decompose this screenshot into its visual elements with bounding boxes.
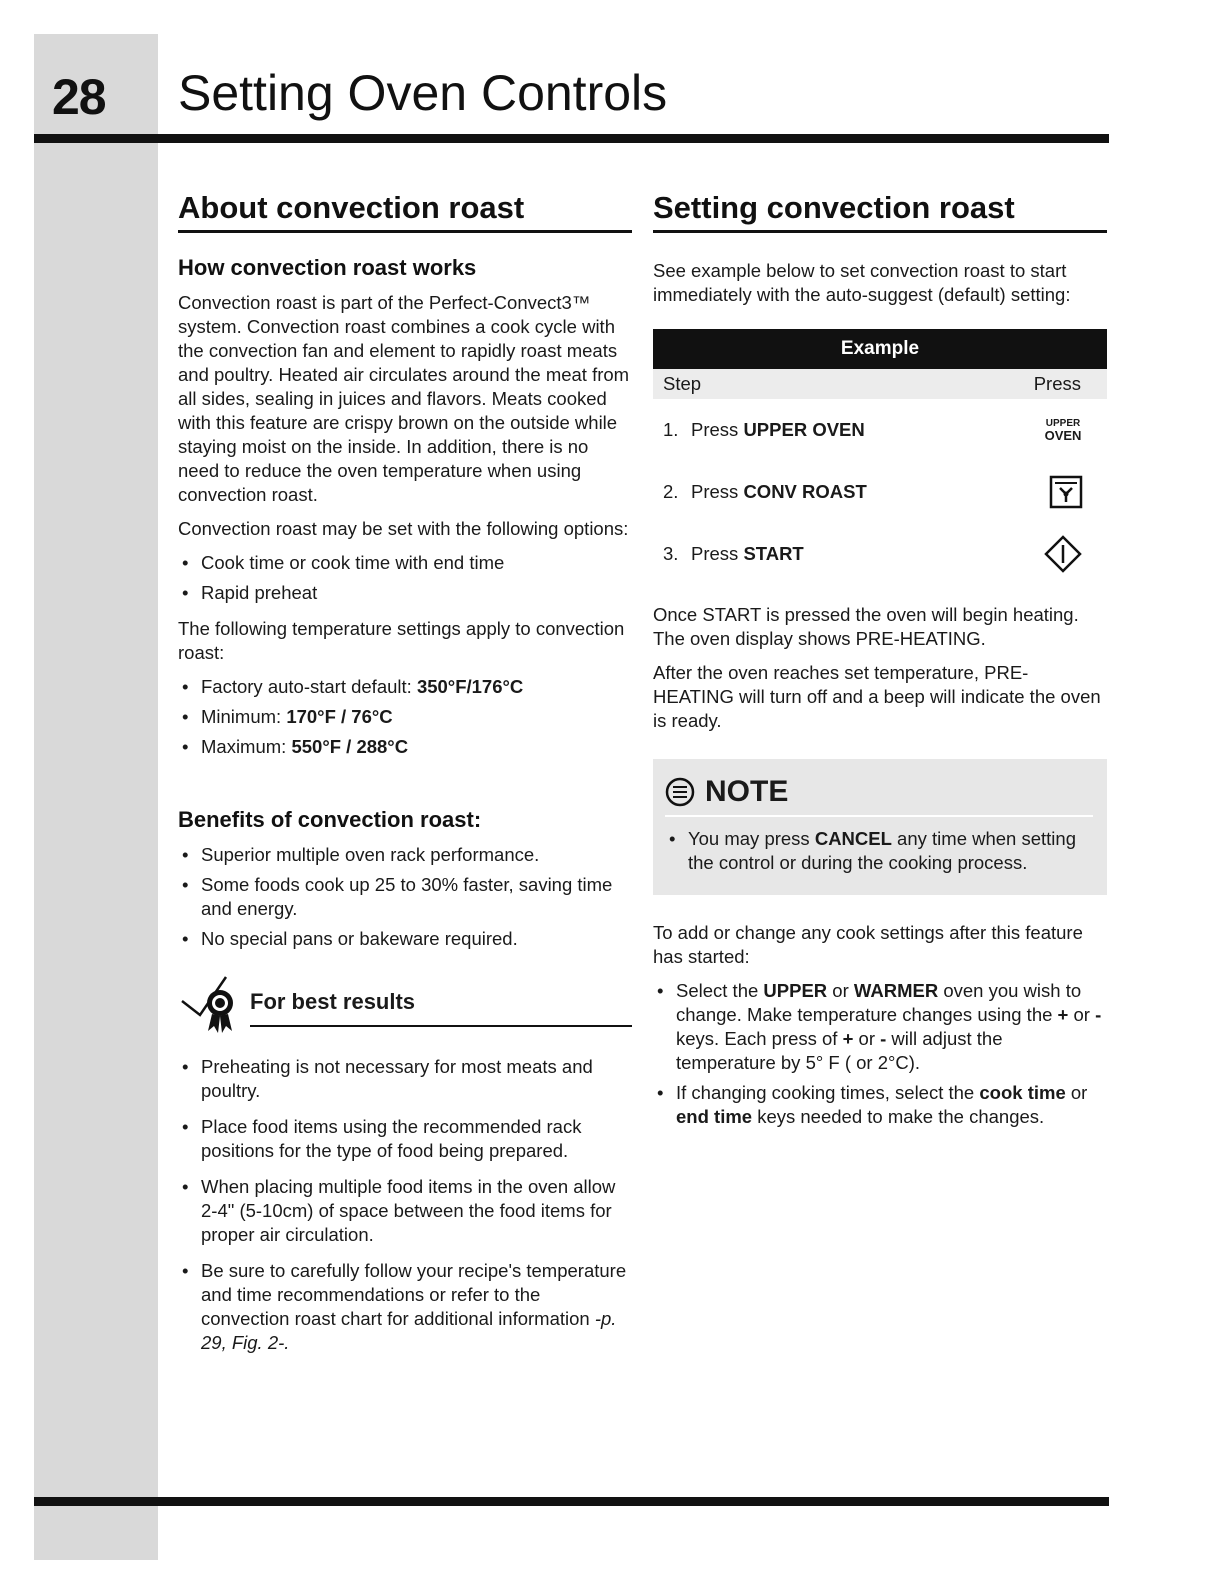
list-item: • Some foods cook up 25 to 30% faster, saving time and energy. (178, 873, 632, 921)
key-name: cook time (979, 1082, 1066, 1103)
list-item: • Rapid preheat (178, 581, 632, 605)
list-item: • When placing multiple food items in the oven allow 2-4" (5-10cm) of space between the food items for proper air circulation. (178, 1175, 632, 1247)
bottom-rule (34, 1497, 1109, 1506)
list-item (178, 705, 632, 729)
options-intro: Convection roast may be set with the following options: (178, 518, 629, 539)
step-prefix: Press (691, 419, 744, 440)
benefits-list (178, 843, 632, 951)
best-last-text: Be sure to carefully follow your recipe's temperature and time recommendations or refer to the convection roast chart for additional information (201, 1260, 627, 1329)
options-list (178, 551, 632, 605)
change-list (653, 979, 1107, 1129)
list-item (653, 979, 1107, 1075)
text-run: will adjust the temperature by 5° F ( or 2°C). (676, 1028, 1003, 1073)
best-results-header (178, 971, 632, 1031)
note-icon (665, 777, 695, 807)
setting-heading: Setting convection roast (653, 190, 1107, 233)
temp-label: Factory auto-start default: (201, 676, 417, 697)
temp-value: 170°F / 76°C (286, 706, 393, 727)
award-ribbon-icon (178, 971, 242, 1035)
top-rule (34, 134, 1109, 143)
step-number: 1. (663, 419, 679, 440)
text-run: Select the (676, 980, 764, 1001)
note-title: NOTE (705, 775, 789, 808)
text-run: oven you wish to change. Make temperature changes using the (676, 980, 1082, 1025)
key-name: + (1057, 1004, 1069, 1025)
conv-roast-key-icon (1049, 475, 1083, 509)
step-column-label: Step (663, 373, 702, 394)
step-text (663, 419, 865, 441)
note-box (653, 759, 1107, 895)
page-title: Setting Oven Controls (178, 65, 668, 121)
key-name: WARMER (853, 980, 939, 1001)
about-heading: About convection roast (178, 190, 632, 233)
text-run: or (1068, 1004, 1096, 1025)
start-key-icon (1043, 534, 1083, 574)
step-text (663, 543, 804, 565)
list-item (178, 675, 632, 699)
step-text (663, 481, 867, 503)
right-column (653, 190, 1107, 1141)
list-item (653, 1081, 1107, 1129)
step-number: 3. (663, 543, 679, 564)
best-results-rule (250, 1025, 632, 1027)
setting-intro: See example below to set convection roast to start immediately with the auto-suggest (default) setting: (653, 260, 1071, 305)
note-header (665, 769, 1093, 817)
key-name: - (1095, 1004, 1102, 1025)
list-item: • No special pans or bakeware required. (178, 927, 632, 951)
list-item: • Superior multiple oven rack performance. (178, 843, 632, 867)
how-heading: How convection roast works (178, 255, 477, 280)
list-item (178, 1259, 632, 1355)
temp-value: 350°F/176°C (416, 676, 524, 697)
list-item (178, 735, 632, 759)
best-results-list (178, 1055, 632, 1355)
step-row (653, 399, 1107, 461)
note-text: any time when setting the control or during the cooking process. (688, 828, 1076, 873)
key-line: OVEN (1044, 428, 1082, 443)
example-title: Example (653, 329, 1107, 369)
side-strip (34, 34, 158, 1560)
text-run: keys. Each press of (676, 1028, 843, 1049)
after-start-text: Once START is pressed the oven will begin heating. The oven display shows PRE-HEATING. (653, 604, 1079, 649)
best-results-heading: For best results (250, 989, 416, 1014)
list-item: • Preheating is not necessary for most meats and poultry. (178, 1055, 632, 1103)
text-run: or (853, 1028, 881, 1049)
example-columns (653, 369, 1107, 399)
key-name: - (880, 1028, 887, 1049)
text-run: keys needed to make the changes. (752, 1106, 1045, 1127)
temp-label: Minimum: (201, 706, 287, 727)
text-run: or (827, 980, 854, 1001)
key-name: + (842, 1028, 854, 1049)
how-paragraph: Convection roast is part of the Perfect-Convect3™ system. Convection roast combines a cook cycle with the convection fan and element to rapidly roast meats and poultry. Heated air circulates around the meat from all sides, sealing in juices and flavors. Meats cooked with this feature are crispy brown on the outside while staying moist on the inside. In addition, there is no need to reduce the oven temperature when using convection roast. (178, 292, 630, 505)
note-key: CANCEL (814, 828, 892, 849)
preheat-text: After the oven reaches set temperature, PRE-HEATING will turn off and a beep will indicate the oven is ready. (653, 662, 1101, 731)
press-column-label: Press (1033, 373, 1081, 394)
step-prefix: Press (691, 481, 744, 502)
note-text: You may press (688, 828, 815, 849)
list-item: • Place food items using the recommended rack positions for the type of food being prepared. (178, 1115, 632, 1163)
temp-intro: The following temperature settings apply to convection roast: (178, 618, 625, 663)
key-name: UPPER (763, 980, 828, 1001)
step-number: 2. (663, 481, 679, 502)
page-reference: -p. 29, Fig. 2-. (201, 1308, 617, 1353)
left-column (178, 190, 632, 1367)
change-intro: To add or change any cook settings after this feature has started: (653, 922, 1083, 967)
step-row (653, 523, 1107, 585)
step-row (653, 461, 1107, 523)
text-run: If changing cooking times, select the (676, 1082, 980, 1103)
step-key: UPPER OVEN (743, 419, 865, 440)
list-item: • Cook time or cook time with end time (178, 551, 632, 575)
key-line: UPPER (1045, 418, 1081, 429)
step-key: START (743, 543, 804, 564)
step-key: CONV ROAST (743, 481, 867, 502)
temp-value: 550°F / 288°C (291, 736, 409, 757)
step-prefix: Press (691, 543, 744, 564)
text-run: or (1065, 1082, 1088, 1103)
temp-list (178, 675, 632, 759)
list-item (665, 827, 1093, 875)
key-name: end time (676, 1106, 753, 1127)
upper-oven-key-icon (1043, 418, 1083, 442)
benefits-heading: Benefits of convection roast: (178, 807, 482, 832)
temp-label: Maximum: (201, 736, 292, 757)
note-list (665, 827, 1093, 875)
page-number: 28 (52, 69, 106, 125)
